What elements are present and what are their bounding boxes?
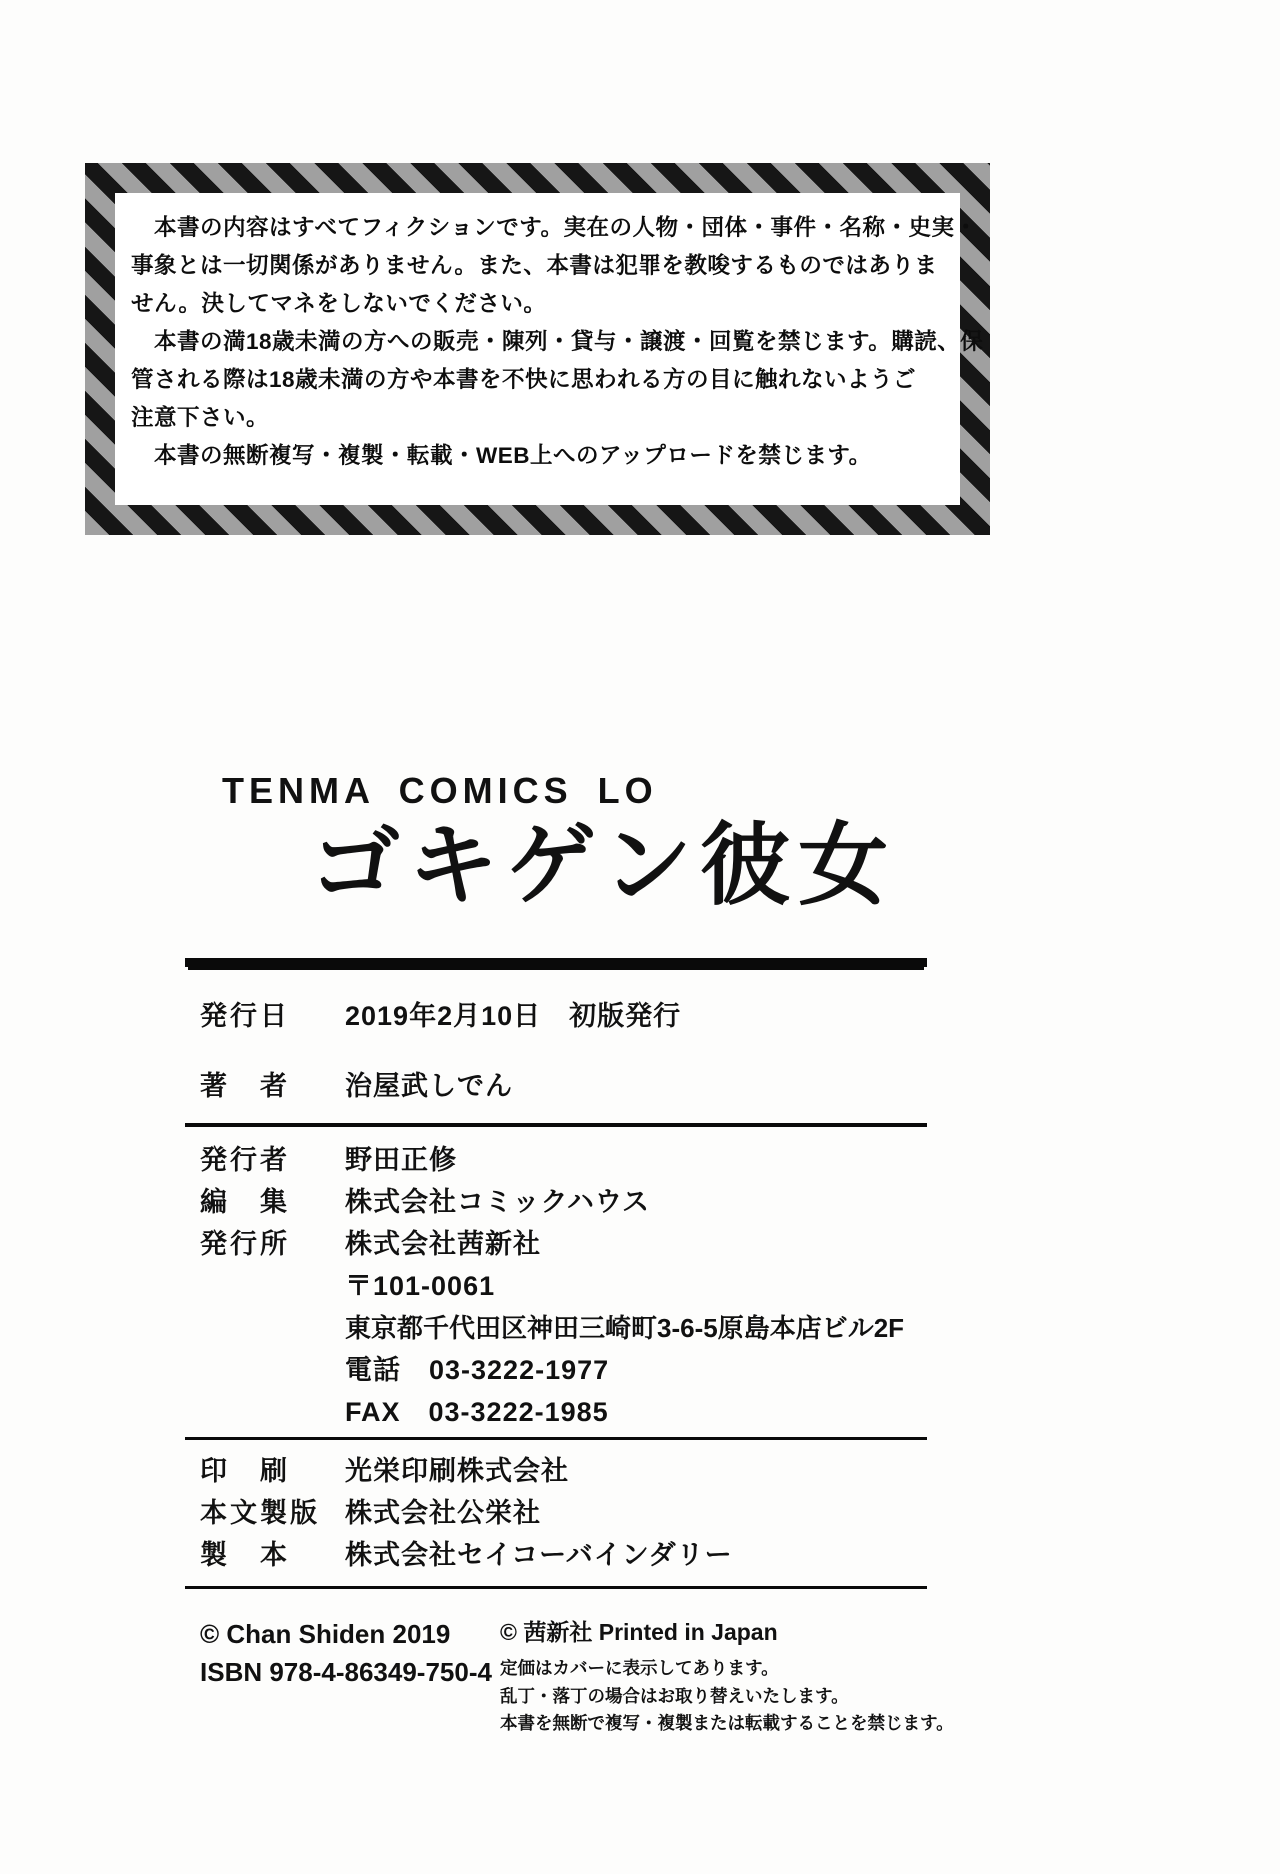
table-row xyxy=(185,1185,927,1219)
row-label: 印 刷 xyxy=(200,1456,290,1486)
publication-section xyxy=(185,973,927,1123)
table-row xyxy=(185,1395,927,1429)
row-value: 株式会社コミックハウス xyxy=(345,1187,651,1217)
table-row xyxy=(185,1353,927,1387)
table-row xyxy=(185,1538,927,1572)
series-label: TENMA COMICS LO xyxy=(222,770,658,811)
warning-line: せん。決してマネをしないでください。 xyxy=(131,291,547,316)
footer-note: 定価はカバーに表示してあります。 xyxy=(500,1658,779,1678)
table-row xyxy=(185,999,927,1033)
row-label: 発行者 xyxy=(200,1145,290,1175)
row-value: 治屋武しでん xyxy=(345,1071,513,1101)
row-value: 野田正修 xyxy=(345,1145,457,1175)
warning-line: 事象とは一切関係がありません。また、本書は犯罪を教唆するものではありま xyxy=(131,253,938,278)
warning-line: 本書の無断複写・複製・転載・WEB上へのアップロードを禁じます。 xyxy=(131,443,872,468)
row-value: 株式会社公栄社 xyxy=(345,1498,541,1528)
footer-right xyxy=(500,1615,954,1738)
divider-double-bottom xyxy=(185,1586,927,1589)
table-row xyxy=(185,1143,927,1177)
row-label: 発行日 xyxy=(200,1001,290,1031)
row-value: 2019年2月10日 初版発行 xyxy=(345,1001,682,1031)
warning-line: 本書の満18歳未満の方への販売・陳列・貸与・譲渡・回覧を禁じます。購読、保 xyxy=(131,329,984,354)
table-row xyxy=(185,1069,927,1103)
row-value-address: 東京都千代田区神田三崎町3-6-5原島本店ビル2F xyxy=(345,1313,905,1343)
warning-box xyxy=(85,163,990,535)
isbn: ISBN 978-4-86349-750-4 xyxy=(200,1657,492,1687)
publisher-section xyxy=(185,1127,927,1437)
warning-line: 管される際は18歳未満の方や本書を不快に思われる方の目に触れないようご xyxy=(131,367,917,392)
row-label: 本文製版 xyxy=(200,1498,320,1528)
row-value: 光栄印刷株式会社 xyxy=(345,1456,569,1486)
row-label: 製 本 xyxy=(200,1540,290,1570)
row-label: 編 集 xyxy=(200,1187,290,1217)
author-copyright: © Chan Shiden 2019 xyxy=(200,1619,451,1649)
table-row xyxy=(185,1227,927,1261)
footer xyxy=(185,1603,954,1738)
book-title: ゴキゲン彼女 xyxy=(310,816,897,916)
publisher-copyright: © 茜新社 Printed in Japan xyxy=(500,1619,778,1645)
row-label: 発行所 xyxy=(200,1229,290,1259)
printing-section xyxy=(185,1440,927,1586)
table-row xyxy=(185,1311,927,1345)
warning-line: 注意下さい。 xyxy=(131,405,270,430)
row-value-fax: FAX 03-3222-1985 xyxy=(345,1397,609,1427)
table-row xyxy=(185,1454,927,1488)
footer-left xyxy=(185,1615,500,1738)
table-row xyxy=(185,1496,927,1530)
colophon xyxy=(185,770,954,1738)
warning-line: 本書の内容はすべてフィクションです。実在の人物・団体・事件・名称・史実・ xyxy=(131,215,978,240)
warning-box-inner xyxy=(115,193,984,505)
row-value-postal-code: 〒101-0061 xyxy=(345,1271,496,1301)
row-label: 著 者 xyxy=(200,1071,290,1101)
row-value: 株式会社茜新社 xyxy=(345,1229,541,1259)
divider-double-top xyxy=(185,958,927,967)
table-row xyxy=(185,1269,927,1303)
row-value-phone: 電話 03-3222-1977 xyxy=(345,1355,610,1385)
footer-note: 本書を無断で複写・複製または転載することを禁じます。 xyxy=(500,1713,954,1733)
row-value: 株式会社セイコーバインダリー xyxy=(345,1540,733,1570)
footer-note: 乱丁・落丁の場合はお取り替えいたします。 xyxy=(500,1685,849,1706)
